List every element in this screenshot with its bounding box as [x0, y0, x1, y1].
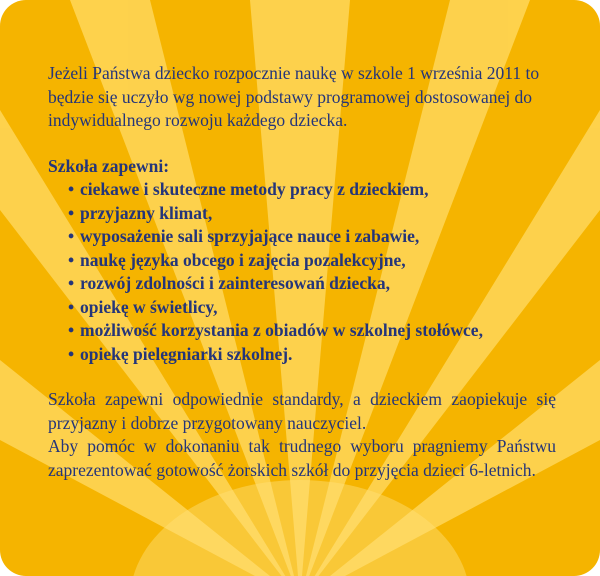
list-item-text: przyjazny klimat,	[80, 202, 213, 223]
list-item	[68, 272, 556, 296]
list-item	[68, 343, 556, 367]
list-item	[68, 249, 556, 273]
intro-paragraph: Jeżeli Państwa dziecko rozpocznie naukę w szkole 1 września 2011 to będzie się uczyło wg nowej podstawy programowej dostosowanej do indywidualnego rozwoju każdego dziecka.	[48, 63, 540, 130]
list-item-text: rozwój zdolności i zainteresowań dziecka,	[80, 273, 390, 293]
bullet-icon: •	[68, 202, 75, 223]
school-provides-list	[48, 178, 556, 366]
school-provides-heading: Szkoła zapewni:	[48, 155, 170, 176]
list-item-text: opiekę pielęgniarki szkolnej.	[80, 343, 293, 364]
bullet-icon: •	[68, 226, 75, 246]
list-item-text: wyposażenie sali sprzyjające nauce i zabawie,	[80, 226, 420, 246]
leaflet-text	[48, 62, 556, 482]
bullet-icon: •	[68, 320, 75, 340]
bullet-icon: •	[68, 249, 75, 270]
list-item	[68, 296, 556, 320]
list-item	[68, 225, 556, 249]
list-item-text: możliwość korzystania z obiadów w szkolnej stołówce,	[80, 320, 483, 340]
list-item-text: naukę języka obcego i zajęcia pozalekcyjne,	[80, 249, 406, 270]
closing-paragraph-invitation: Aby pomóc w dokonaniu tak trudnego wyboru pragniemy Państwu zaprezentować gotowość żorskich szkół do przyjęcia dzieci 6-letnich.	[48, 436, 556, 480]
bullet-icon: •	[68, 179, 75, 199]
list-item-text: opiekę w świetlicy,	[80, 296, 218, 317]
bullet-icon: •	[68, 343, 75, 364]
list-item	[68, 319, 556, 343]
list-item	[68, 202, 556, 226]
list-item	[68, 178, 556, 202]
sun-glow	[130, 480, 470, 576]
closing-paragraph-standards: Szkoła zapewni odpowiednie standardy, a dzieckiem zaopiekuje się przyjazny i dobrze przygotowany nauczyciel.	[48, 389, 556, 433]
list-item-text: ciekawe i skuteczne metody pracy z dzieckiem,	[80, 179, 429, 199]
bullet-icon: •	[68, 273, 75, 293]
bullet-icon: •	[68, 296, 75, 317]
